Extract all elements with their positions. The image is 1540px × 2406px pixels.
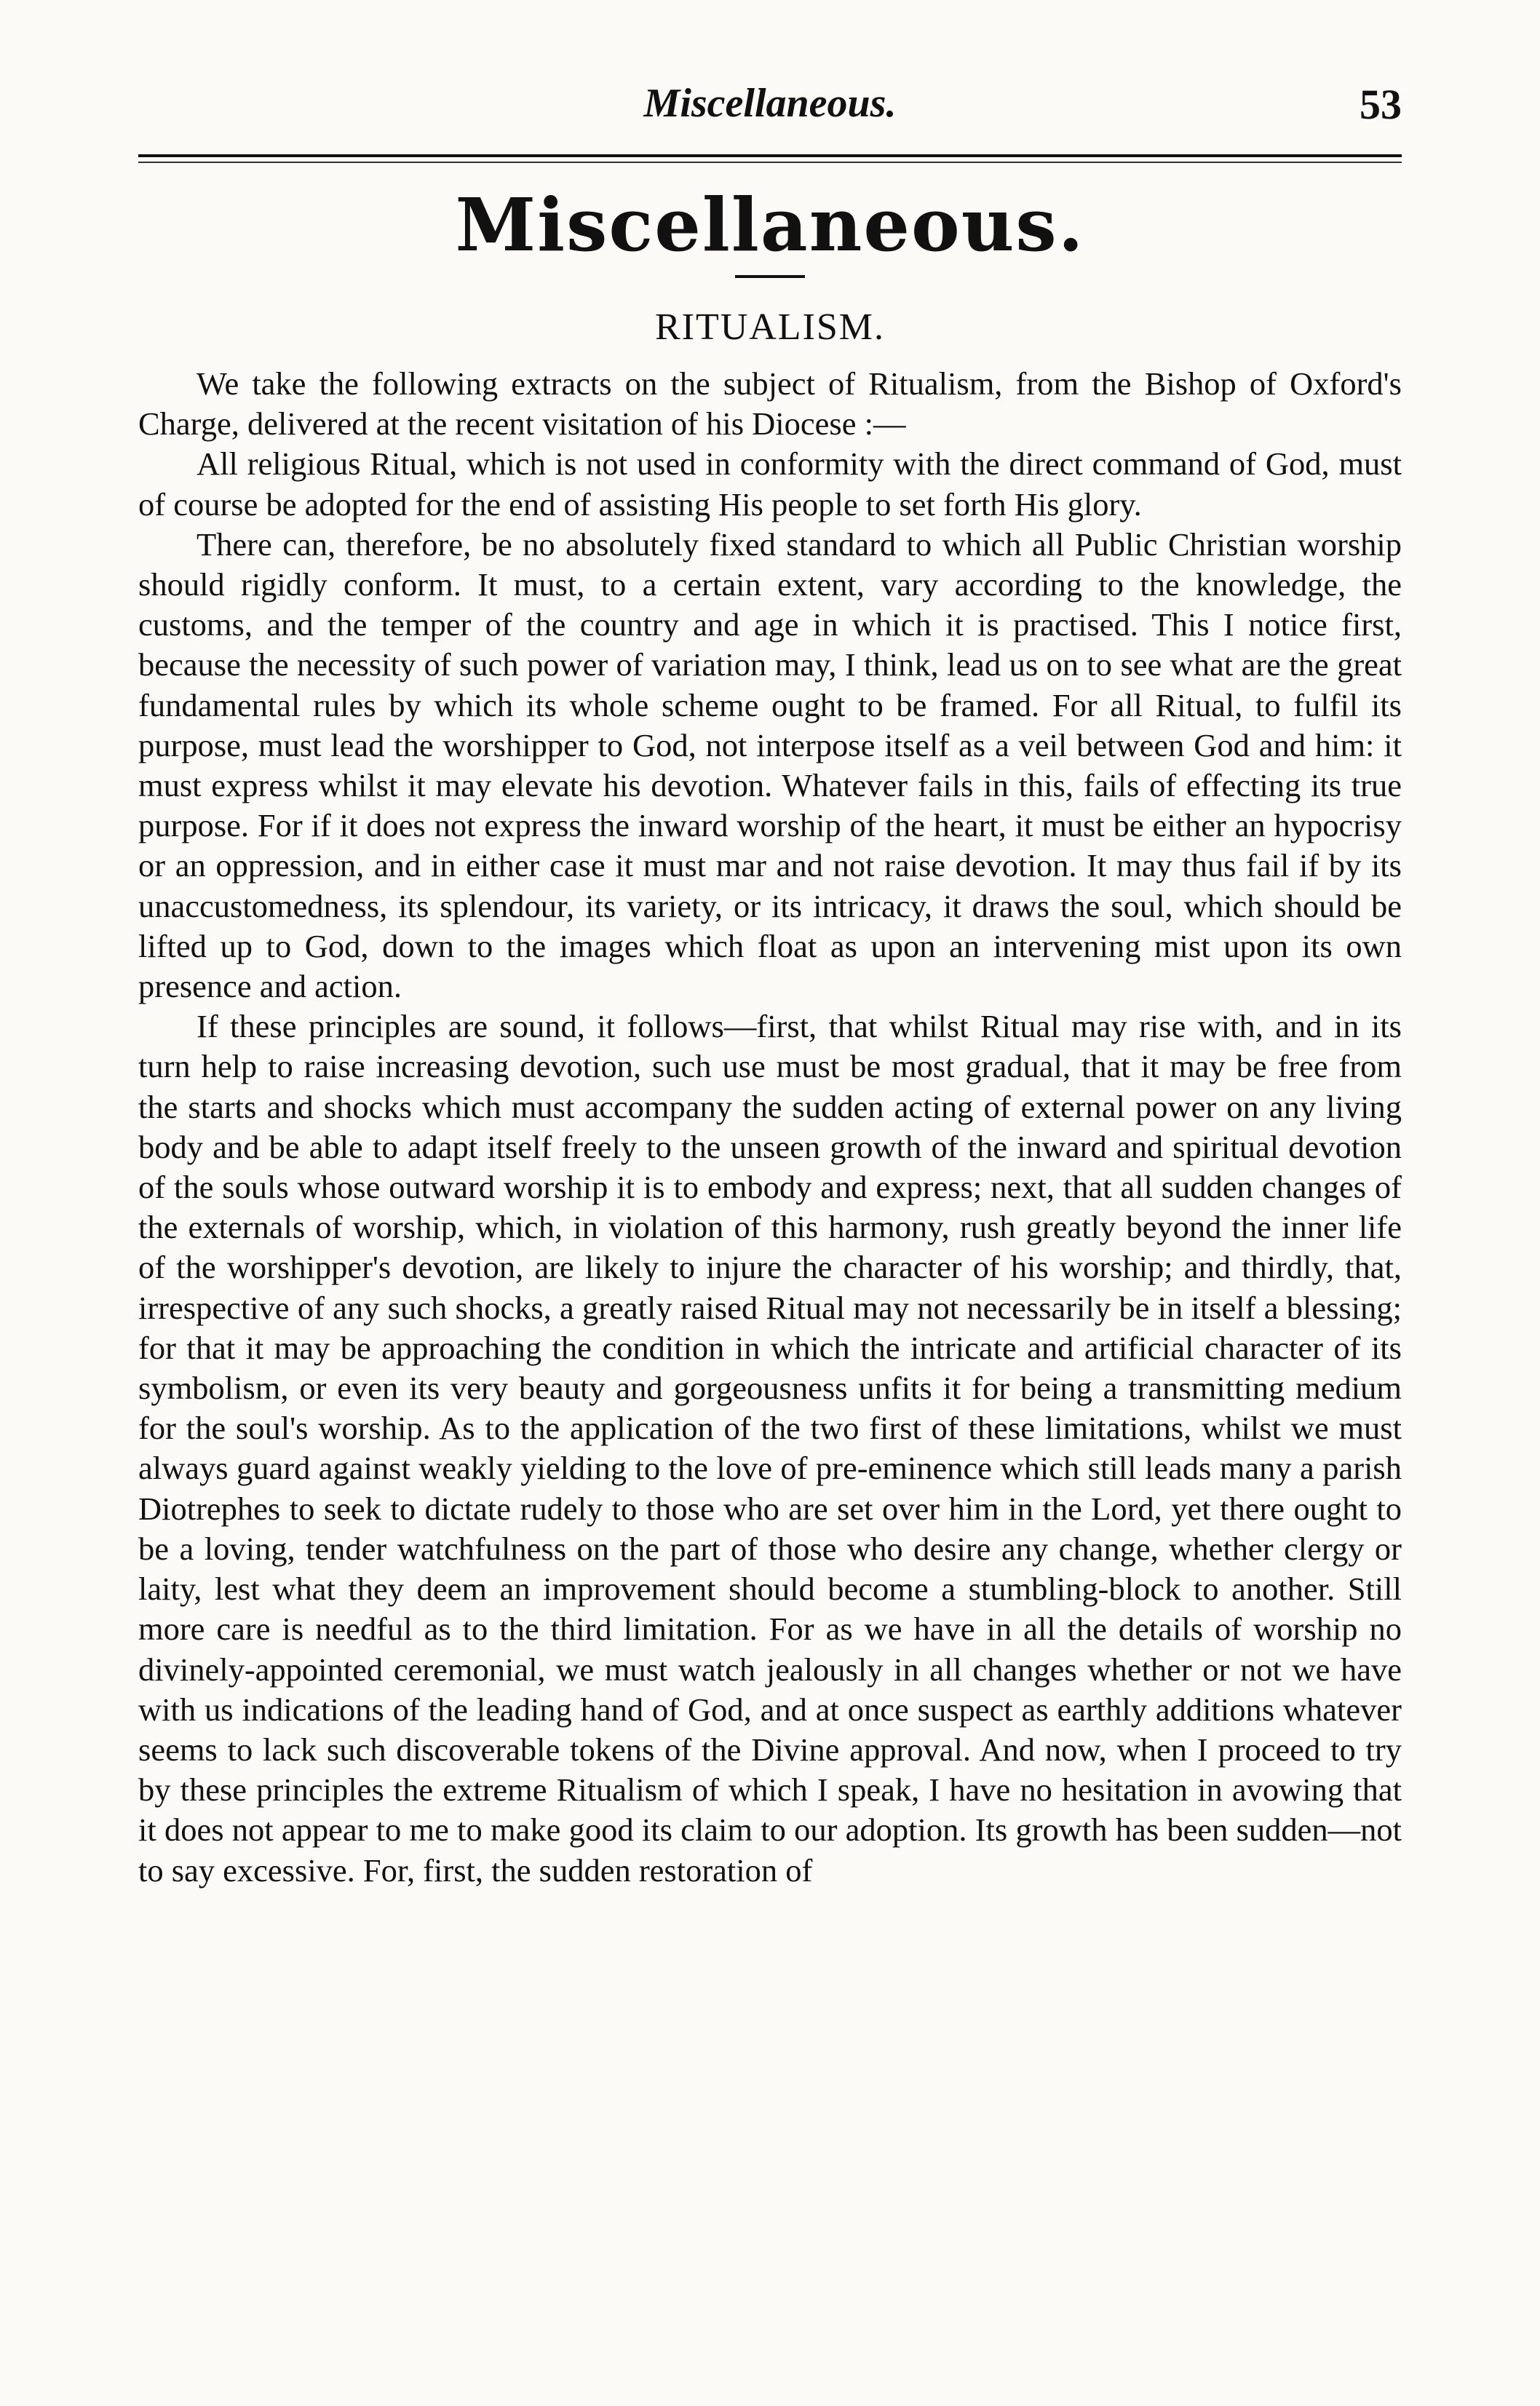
header-rule bbox=[138, 154, 1402, 157]
article-title: RITUALISM. bbox=[654, 306, 886, 348]
article-body bbox=[138, 364, 1402, 1891]
running-head bbox=[138, 80, 1402, 138]
paragraph-4: If these principles are sound, it follows—first, that whilst Ritual may rise with, and in its turn help to raise increasing devotion, such use must be most gradual, that it may be free from the starts and shocks which must accompany the sudden acting of external power on any living body and be able to adapt itself freely to the unseen growth of the inward and spiritual devotion of the souls whose outward worship it is to embody and express; next, that all sudden changes of the externals of worship, which, in violation of this harmony, rush greatly beyond the inner life of the worshipper's devotion, are likely to injure the character of his worship; and thirdly, that, irrespective of any such shocks, a greatly raised Ritual may not necessarily be in itself a blessing; for that it may be approaching the condition in which the intricate and artificial character of its symbolism, or even its very beauty and gorgeousness unfits it for being a transmitting medium for the soul's worship. As to the application of the two first of these limitations, whilst we must always guard against weakly yielding to the love of pre-eminence which still leads many a parish Diotrephes to seek to dictate rudely to those who are set over him in the Lord, yet there ought to be a loving, tender watchfulness on the part of those who desire any change, whether clergy or laity, lest what they deem an improvement should become a stumbling-block to another. Still more care is needful as to the third limitation. For as we have in all the details of worship no divinely-appointed ceremonial, we must watch jealously in all changes whether or not we have with us indications of the leading hand of God, and at once suspect as earthly additions whatever seems to lack such discoverable tokens of the Divine approval. And now, when I proceed to try by these principles the extreme Ritualism of which I speak, I have no hesitation in avowing that it does not appear to me to make good its claim to our adoption. Its growth has been sudden—not to say excessive. For, first, the sudden restoration of bbox=[138, 1008, 1402, 1889]
paragraph-3: There can, therefore, be no absolutely fixed standard to which all Public Christian worship should rigidly conform. It must, to a certain extent, vary according to the knowledge, the customs, and the temper of the country and age in which it is practised. This I notice first, because the necessity of such power of variation may, I think, lead us on to see what are the great fundamental rules by which its whole scheme ought to be framed. For all Ritual, to fulfil its purpose, must lead the worshipper to God, not interpose itself as a veil between God and him: it must express whilst it may elevate his devotion. Whatever fails in this, fails of effecting its true purpose. For if it does not express the inward worship of the heart, it must be either an hypocrisy or an oppression, and in either case it must mar and not raise devotion. It may thus fail if by its unaccustomedness, its splendour, its variety, or its intricacy, it draws the soul, which should be lifted up to God, down to the images which float as upon an intervening mist upon its own presence and action. bbox=[138, 525, 1402, 1005]
section-divider bbox=[735, 275, 805, 278]
running-title: Miscellaneous. bbox=[643, 81, 897, 126]
page-number: 53 bbox=[1360, 81, 1402, 128]
section-title: Miscellaneous. bbox=[455, 182, 1085, 268]
header-rule-thin bbox=[138, 162, 1402, 163]
paragraph-2: All religious Ritual, which is not used in conformity with the direct command of God, must of course be adopted for the end of assisting His people to set forth His glory. bbox=[138, 445, 1402, 523]
paragraph-1: We take the following extracts on the subject of Ritualism, from the Bishop of Oxford's Charge, delivered at the recent visitation of his Diocese :— bbox=[138, 365, 1402, 442]
